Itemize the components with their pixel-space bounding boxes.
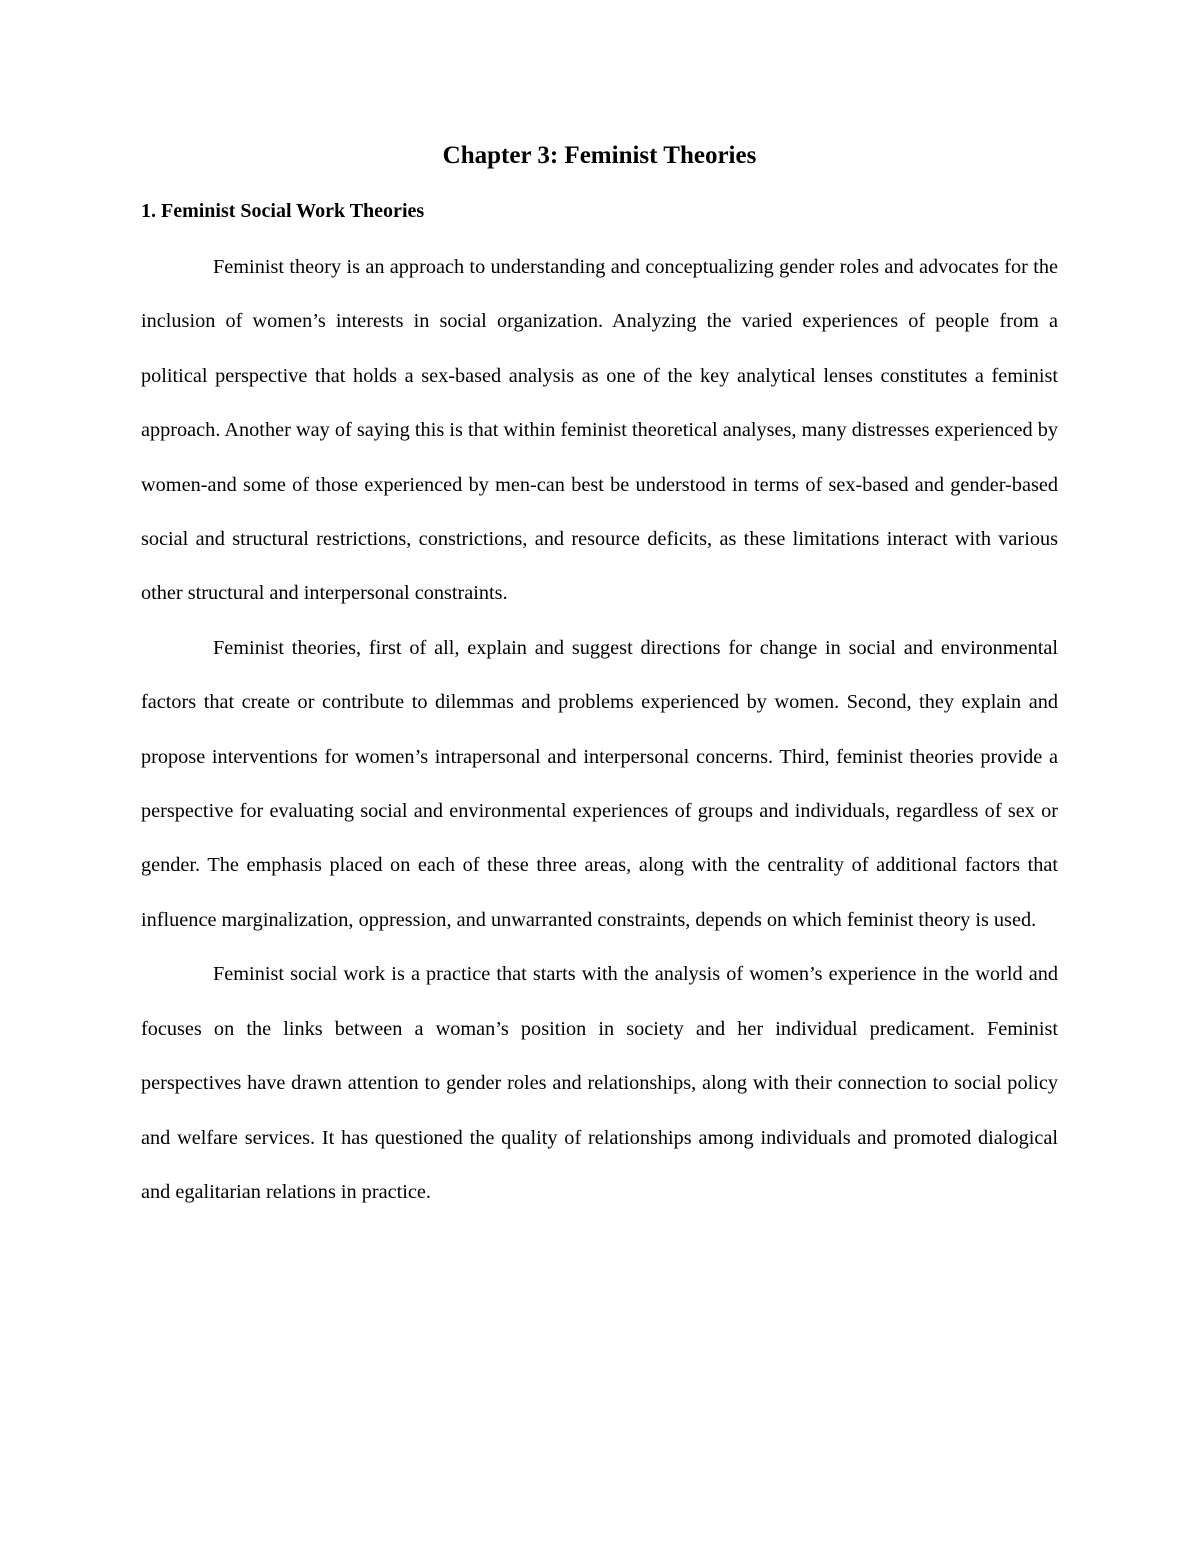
paragraph-2: Feminist theories, first of all, explain and suggest directions for change in social and environmental factors that create or contribute to dilemmas and problems experienced by women. Second, they explain and propose interventions for women’s intrapersonal and interpersonal concerns. Third, feminist theories provide a perspective for evaluating social and environmental experiences of groups and individuals, regardless of sex or gender. The emphasis placed on each of these three areas, along with the centrality of additional factors that influence marginalization, oppression, and unwarranted constraints, depends on which feminist theory is used. — [141, 636, 1058, 931]
section-heading: 1. Feminist Social Work Theories — [141, 200, 425, 222]
paragraph-1: Feminist theory is an approach to understanding and conceptualizing gender roles and advocates for the inclusion of women’s interests in social organization. Analyzing the varied experiences of people from a political perspective that holds a sex-based analysis as one of the key analytical lenses constitutes a feminist approach. Another way of saying this is that within feminist theoretical analyses, many distresses experienced by women-and some of those experienced by men-can best be understood in terms of sex-based and gender-based social and structural restrictions, constrictions, and resource deficits, as these limitations interact with various other structural and interpersonal constraints. — [141, 256, 1058, 605]
chapter-title: Chapter 3: Feminist Theories — [442, 142, 757, 169]
paragraph-3: Feminist social work is a practice that starts with the analysis of women’s experience in the world and focuses on the links between a woman’s position in society and her individual predicament. Feminist perspectives have drawn attention to gender roles and relationships, along with their connection to social policy and welfare services. It has questioned the quality of relationships among individuals and promoted dialogical and egalitarian relations in practice. — [141, 963, 1058, 1203]
page-content — [141, 138, 1058, 1219]
